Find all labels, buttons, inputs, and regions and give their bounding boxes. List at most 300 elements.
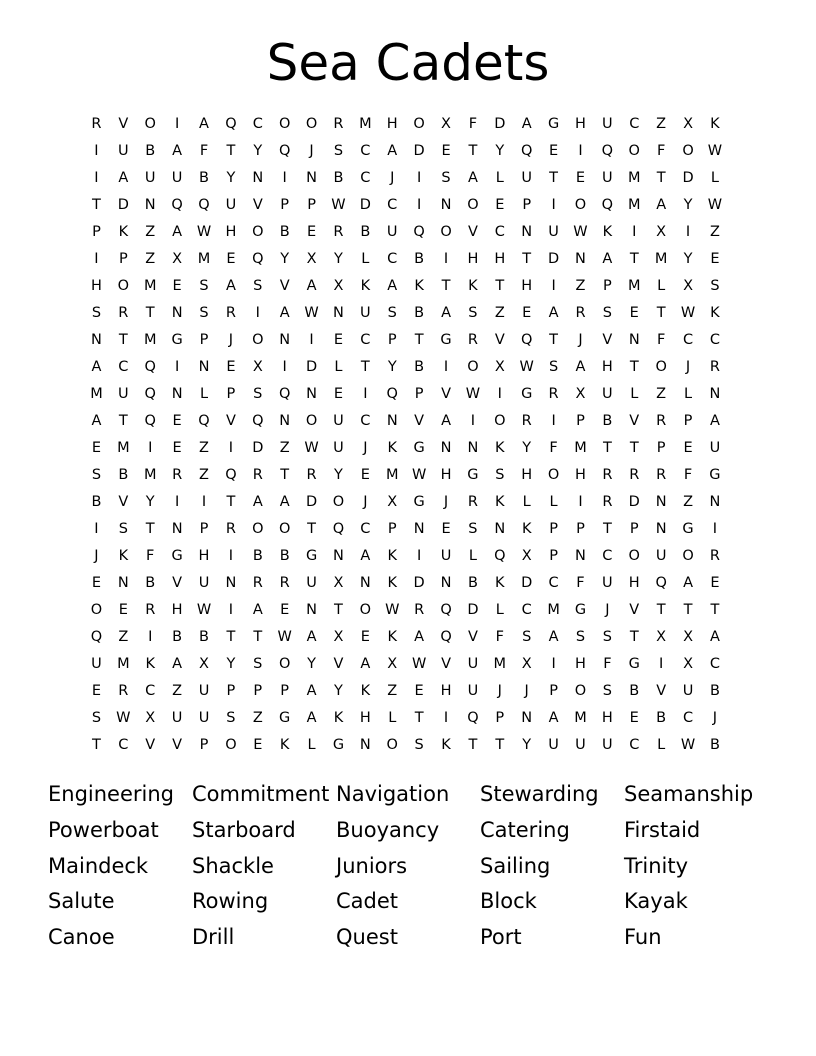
grid-letter: S [253, 386, 263, 402]
word-list-item: Firstaid [624, 817, 701, 842]
grid-letter: X [521, 656, 532, 672]
grid-letter: T [226, 629, 236, 645]
grid-letter: E [91, 440, 102, 456]
grid-letter: A [414, 629, 425, 645]
grid-letter: V [333, 656, 344, 672]
grid-letter: Q [225, 116, 237, 132]
grid-letter: N [306, 602, 317, 618]
grid-letter: Q [278, 386, 291, 402]
grid-letter: C [360, 521, 371, 537]
grid-letter: I [578, 494, 583, 510]
grid-letter: O [547, 467, 560, 483]
grid-letter: S [333, 143, 344, 159]
word-list-item: Salute [48, 889, 115, 914]
grid-letter: G [709, 467, 721, 483]
grid-letter: Q [252, 413, 264, 429]
grid-letter: K [495, 494, 505, 510]
grid-letter: O [252, 224, 264, 240]
grid-letter: L [199, 386, 209, 402]
grid-letter: I [94, 143, 99, 159]
grid-letter: E [253, 737, 263, 753]
grid-letter: T [414, 710, 424, 726]
grid-letter: C [360, 143, 371, 159]
word-list-item: Drill [192, 925, 235, 950]
grid-letter: V [118, 494, 129, 510]
grid-letter: W [411, 467, 427, 483]
grid-letter: T [549, 332, 559, 348]
grid-letter: A [548, 305, 559, 321]
grid-letter: J [363, 440, 368, 456]
grid-letter: V [656, 683, 667, 699]
grid-letter: P [549, 683, 558, 699]
grid-letter: X [333, 629, 344, 645]
grid-letter: I [255, 305, 260, 321]
grid-letter: Q [520, 332, 533, 348]
grid-letter: R [709, 548, 720, 564]
grid-letter: A [575, 359, 586, 375]
grid-letter: E [91, 683, 102, 699]
grid-row [83, 624, 731, 651]
word-list-item: Catering [480, 817, 570, 842]
grid-letter: J [524, 683, 529, 699]
grid-letter: L [307, 737, 316, 753]
grid-letter: O [332, 494, 345, 510]
grid-letter: V [494, 332, 505, 348]
grid-letter: J [578, 332, 583, 348]
grid-letter: D [628, 494, 640, 510]
grid-letter: U [118, 143, 129, 159]
grid-letter: B [629, 683, 640, 699]
grid-letter: C [387, 251, 398, 267]
grid-letter: C [682, 332, 694, 348]
word-list-item: Kayak [624, 889, 688, 914]
grid-letter: O [682, 548, 694, 564]
grid-letter: G [628, 656, 640, 672]
grid-row [83, 165, 731, 192]
grid-letter: X [172, 251, 183, 267]
grid-letter: N [198, 359, 210, 375]
grid-letter: W [196, 224, 212, 240]
grid-letter: G [547, 116, 560, 132]
grid-letter: K [710, 116, 720, 132]
grid-letter: T [145, 521, 155, 537]
grid-letter: J [605, 602, 610, 618]
grid-letter: V [467, 629, 478, 645]
grid-letter: S [91, 305, 102, 321]
grid-letter: P [199, 332, 209, 348]
grid-letter: I [578, 143, 583, 159]
grid-letter: I [201, 494, 207, 510]
grid-letter: N [171, 386, 183, 402]
word-list-item: Maindeck [48, 853, 149, 878]
grid-letter: U [360, 305, 371, 321]
grid-letter: K [387, 629, 397, 645]
grid-letter: M [628, 278, 641, 294]
grid-letter: U [709, 440, 721, 456]
grid-letter: S [441, 170, 451, 186]
grid-letter: P [495, 710, 505, 726]
grid-letter: F [468, 116, 478, 132]
word-list-item: Engineering [48, 782, 174, 806]
grid-letter: Z [199, 440, 209, 456]
grid-letter: N [279, 413, 291, 429]
grid-letter: I [94, 521, 99, 537]
grid-letter: R [172, 467, 183, 483]
grid-letter: A [306, 683, 317, 699]
grid-letter: A [683, 575, 693, 591]
grid-row [83, 246, 731, 273]
grid-letter: M [547, 602, 560, 618]
grid-letter: W [331, 197, 346, 213]
grid-letter: A [172, 656, 183, 672]
grid-letter: Y [522, 440, 532, 456]
grid-letter: O [278, 521, 291, 537]
grid-letter: Q [144, 413, 156, 429]
grid-letter: T [656, 602, 666, 618]
grid-letter: P [683, 413, 693, 429]
grid-letter: P [522, 197, 532, 213]
word-list-item: Powerboat [48, 817, 159, 842]
grid-letter: X [199, 656, 209, 672]
grid-letter: L [361, 251, 370, 267]
grid-letter: A [656, 197, 667, 213]
grid-letter: X [145, 710, 156, 726]
grid-letter: W [411, 656, 427, 672]
grid-letter: L [468, 548, 477, 564]
grid-letter: S [468, 521, 478, 537]
grid-letter: Y [683, 197, 693, 213]
grid-letter: S [199, 305, 209, 321]
grid-letter: A [172, 224, 183, 240]
word-list-item: Rowing [192, 889, 269, 914]
grid-letter: Y [495, 143, 505, 159]
grid-letter: N [440, 440, 452, 456]
grid-letter: U [225, 197, 237, 213]
grid-letter: L [522, 494, 531, 510]
grid-letter: N [171, 521, 183, 537]
grid-letter: J [363, 494, 368, 510]
grid-letter: N [655, 521, 667, 537]
word-row [48, 850, 788, 886]
grid-letter: H [601, 710, 613, 726]
grid-letter: T [441, 278, 451, 294]
grid-letter: S [602, 683, 612, 699]
grid-letter: A [602, 251, 613, 267]
grid-letter: E [710, 251, 720, 267]
grid-letter: D [467, 602, 479, 618]
grid-letter: Q [440, 629, 452, 645]
grid-letter: V [145, 737, 156, 753]
grid-letter: Q [655, 575, 667, 591]
grid-letter: T [334, 602, 343, 618]
grid-letter: B [656, 710, 667, 726]
grid-letter: Y [253, 143, 263, 159]
grid-letter: C [682, 710, 694, 726]
grid-letter: P [387, 332, 397, 348]
grid-letter: E [522, 305, 532, 321]
grid-letter: Q [601, 143, 614, 159]
grid-letter: O [440, 224, 452, 240]
grid-letter: G [171, 548, 183, 564]
grid-letter: E [172, 440, 182, 456]
grid-letter: X [494, 359, 505, 375]
grid-letter: T [656, 305, 666, 321]
grid-letter: B [172, 629, 183, 645]
grid-letter: U [171, 170, 183, 186]
grid-letter: R [225, 305, 236, 321]
grid-letter: Z [683, 494, 693, 510]
grid-letter: B [709, 737, 720, 753]
grid-letter: E [360, 467, 370, 483]
grid-row [83, 570, 731, 597]
grid-letter: X [683, 278, 693, 294]
grid-letter: T [629, 629, 639, 645]
grid-letter: U [198, 710, 210, 726]
grid-letter: J [685, 359, 691, 375]
grid-letter: U [118, 386, 129, 402]
grid-letter: C [494, 224, 505, 240]
grid-letter: R [145, 602, 156, 618]
grid-letter: J [390, 170, 395, 186]
grid-letter: G [413, 494, 425, 510]
word-list-item: Commitment [192, 782, 330, 806]
grid-letter: N [575, 548, 586, 564]
grid-letter: I [309, 332, 314, 348]
grid-letter: O [144, 116, 156, 132]
grid-letter: G [332, 737, 345, 753]
grid-letter: P [92, 224, 101, 240]
grid-letter: S [118, 521, 128, 537]
grid-letter: A [306, 710, 317, 726]
grid-letter: Q [198, 197, 210, 213]
grid-letter: I [416, 197, 422, 213]
grid-letter: O [90, 602, 103, 618]
grid-letter: X [333, 278, 344, 294]
grid-letter: J [309, 143, 314, 159]
grid-letter: A [441, 413, 451, 429]
grid-letter: A [387, 278, 398, 294]
grid-letter: V [279, 278, 290, 294]
grid-letter: C [602, 548, 613, 564]
grid-letter: N [709, 386, 721, 402]
grid-letter: L [334, 359, 343, 375]
grid-letter: C [252, 116, 263, 132]
grid-letter: U [386, 224, 398, 240]
grid-letter: A [279, 494, 290, 510]
grid-letter: S [414, 737, 424, 753]
grid-letter: A [306, 629, 317, 645]
grid-letter: H [171, 602, 183, 618]
grid-letter: E [172, 413, 182, 429]
grid-letter: C [118, 359, 129, 375]
grid-row [83, 381, 731, 408]
grid-letter: F [656, 332, 666, 348]
grid-letter: O [574, 683, 587, 699]
grid-letter: X [656, 629, 667, 645]
grid-letter: T [629, 359, 639, 375]
grid-letter: E [306, 224, 317, 240]
grid-letter: R [118, 305, 129, 321]
grid-letter: O [359, 602, 372, 618]
grid-letter: R [548, 386, 559, 402]
grid-letter: Q [144, 359, 156, 375]
grid-letter: Z [145, 251, 156, 267]
grid-letter: T [468, 143, 478, 159]
grid-letter: S [91, 710, 102, 726]
grid-letter: S [91, 467, 102, 483]
grid-letter: M [628, 197, 641, 213]
grid-letter: A [91, 413, 102, 429]
grid-letter: N [117, 575, 129, 591]
grid-letter: B [199, 170, 209, 186]
grid-letter: V [602, 332, 613, 348]
grid-letter: T [307, 521, 316, 537]
grid-letter: P [549, 521, 558, 537]
grid-letter: A [252, 494, 263, 510]
grid-letter: K [602, 224, 613, 240]
grid-letter: O [494, 413, 506, 429]
grid-letter: U [171, 710, 183, 726]
grid-letter: V [441, 656, 451, 672]
grid-letter: W [680, 305, 696, 321]
grid-letter: P [307, 197, 316, 213]
grid-letter: I [282, 359, 287, 375]
grid-letter: X [387, 656, 398, 672]
grid-letter: Q [90, 629, 103, 645]
grid-letter: U [602, 386, 613, 402]
grid-letter: E [118, 602, 128, 618]
grid-letter: N [628, 332, 640, 348]
word-list-item: Quest [336, 925, 398, 950]
grid-letter: N [521, 224, 533, 240]
grid-letter: E [226, 251, 236, 267]
grid-letter: Y [280, 251, 290, 267]
grid-letter: O [278, 656, 291, 672]
grid-letter: X [521, 548, 532, 564]
grid-letter: K [441, 737, 451, 753]
grid-letter: U [602, 170, 613, 186]
grid-letter: P [280, 683, 290, 699]
grid-letter: I [148, 440, 153, 456]
grid-letter: C [629, 116, 640, 132]
grid-row [83, 327, 731, 354]
grid-letter: A [172, 143, 183, 159]
grid-letter: N [225, 575, 237, 591]
grid-letter: A [387, 143, 398, 159]
grid-letter: E [575, 170, 586, 186]
grid-letter: P [576, 521, 585, 537]
word-list-item: Seamanship [624, 782, 754, 806]
grid-letter: L [630, 386, 639, 402]
grid-letter: D [413, 575, 425, 591]
grid-letter: O [628, 143, 640, 159]
grid-letter: N [333, 305, 344, 321]
grid-letter: E [549, 143, 559, 159]
grid-letter: O [682, 143, 694, 159]
grid-letter: T [118, 413, 128, 429]
grid-letter: U [548, 224, 559, 240]
grid-letter: T [145, 305, 155, 321]
grid-letter: I [94, 170, 99, 186]
word-list-item: Starboard [192, 817, 296, 842]
grid-letter: K [145, 656, 155, 672]
grid-letter: I [712, 521, 718, 537]
grid-letter: T [495, 278, 505, 294]
grid-letter: G [682, 521, 694, 537]
grid-letter: U [306, 575, 317, 591]
grid-letter: N [252, 170, 264, 186]
grid-letter: S [468, 305, 478, 321]
grid-letter: I [443, 251, 449, 267]
grid-letter: L [683, 386, 693, 402]
grid-letter: D [413, 143, 425, 159]
grid-letter: Y [522, 737, 532, 753]
grid-letter: B [602, 413, 613, 429]
grid-letter: R [575, 305, 586, 321]
grid-letter: B [414, 251, 425, 267]
grid-letter: G [171, 332, 183, 348]
grid-letter: L [657, 278, 666, 294]
grid-letter: B [91, 494, 102, 510]
grid-letter: A [548, 629, 559, 645]
grid-letter: F [495, 629, 504, 645]
grid-row [83, 705, 731, 732]
grid-letter: L [710, 170, 719, 186]
grid-letter: I [148, 629, 153, 645]
grid-letter: W [277, 629, 292, 645]
grid-letter: Q [252, 251, 264, 267]
grid-letter: I [228, 602, 234, 618]
grid-letter: M [493, 656, 507, 672]
grid-letter: T [549, 170, 559, 186]
grid-letter: U [575, 737, 586, 753]
grid-letter: Y [334, 251, 343, 267]
grid-letter: E [683, 440, 693, 456]
grid-letter: Q [494, 548, 506, 564]
grid-letter: M [143, 332, 157, 348]
grid-letter: X [656, 224, 667, 240]
grid-letter: H [521, 467, 533, 483]
grid-letter: E [710, 575, 720, 591]
grid-letter: Q [278, 143, 291, 159]
grid-letter: V [467, 224, 478, 240]
grid-letter: Q [467, 710, 479, 726]
grid-letter: P [629, 521, 639, 537]
grid-letter: S [199, 278, 209, 294]
grid-letter: T [602, 440, 612, 456]
grid-letter: L [388, 710, 397, 726]
grid-letter: K [710, 305, 720, 321]
grid-letter: L [657, 737, 666, 753]
grid-letter: J [497, 683, 502, 699]
grid-letter: K [521, 521, 532, 537]
grid-letter: O [305, 116, 318, 132]
grid-letter: M [143, 278, 157, 294]
grid-letter: N [359, 575, 371, 591]
grid-letter: K [468, 278, 478, 294]
grid-letter: G [521, 386, 533, 402]
grid-letter: Q [601, 197, 614, 213]
grid-letter: D [494, 116, 506, 132]
grid-letter: Z [145, 224, 156, 240]
grid-letter: E [280, 602, 290, 618]
word-list-item: Fun [624, 925, 662, 950]
grid-letter: S [575, 629, 586, 645]
grid-letter: K [360, 683, 371, 699]
grid-letter: M [90, 386, 103, 402]
grid-letter: E [495, 197, 505, 213]
grid-letter: F [199, 143, 209, 159]
